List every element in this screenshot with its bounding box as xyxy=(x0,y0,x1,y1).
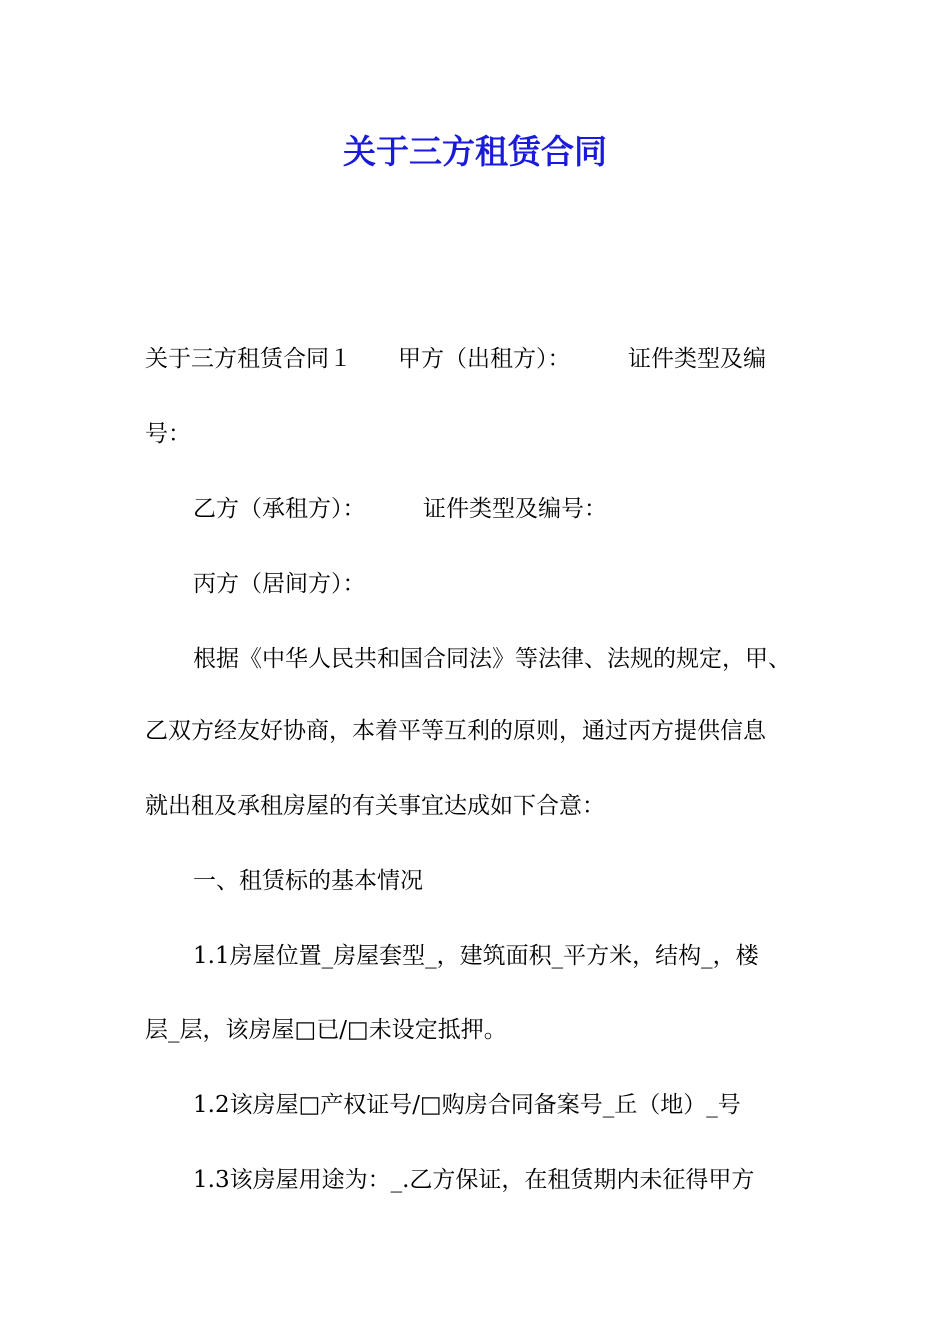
paragraph-line: 就出租及承租房屋的有关事宜达成如下合意： xyxy=(145,793,605,819)
paragraph-line: 1.1房屋位置_房屋套型_，建筑面积_平方米，结构_，楼 xyxy=(193,943,759,969)
paragraph-line: 乙双方经友好协商，本着平等互利的原则，通过丙方提供信息 xyxy=(145,718,766,744)
paragraph-line: 号： xyxy=(145,421,191,447)
paragraph-line: 丙方（居间方）： xyxy=(193,571,366,597)
paragraph-line: 乙方（承租方）： 证件类型及编号： xyxy=(193,496,607,522)
paragraph-line: 1.2该房屋□产权证号/□购房合同备案号_丘（地）_号 xyxy=(193,1092,741,1118)
paragraph-line: 根据《中华人民共和国合同法》等法律、法规的规定，甲、 xyxy=(193,646,791,672)
document-title: 关于三方租赁合同 xyxy=(343,132,607,171)
paragraph-line: 1.3该房屋用途为：_.乙方保证，在租赁期内未征得甲方 xyxy=(193,1167,755,1193)
paragraph-line: 关于三方租赁合同１ 甲方（出租方）： 证件类型及编 xyxy=(145,346,766,372)
section-heading: 一、租赁标的基本情况 xyxy=(193,868,423,894)
paragraph-line: 层_层，该房屋□已/□未设定抵押。 xyxy=(145,1017,507,1043)
